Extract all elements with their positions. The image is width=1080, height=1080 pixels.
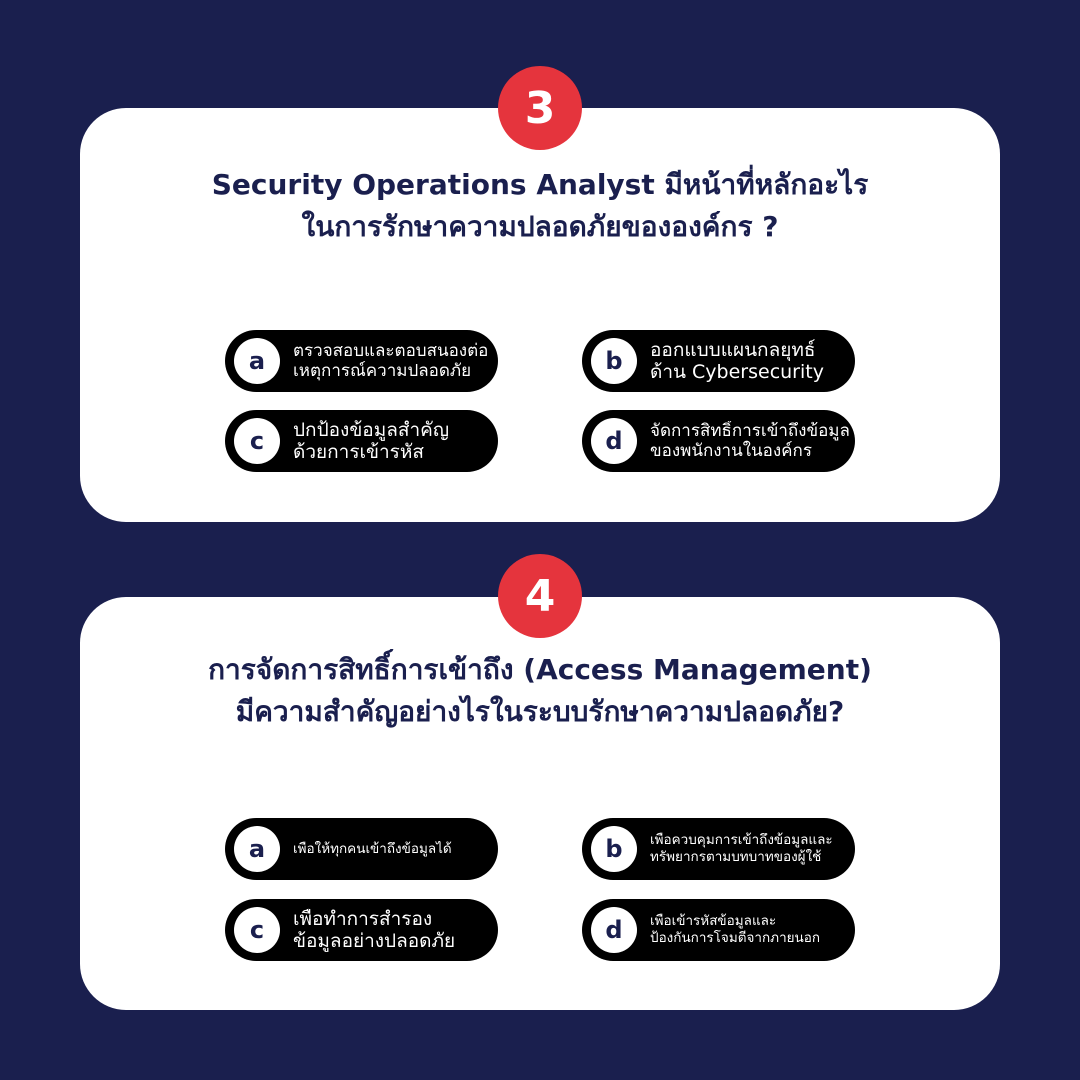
option-label [650, 339, 824, 383]
option-line: เพื่อควบคุมการเข้าถึงข้อมูลและ [650, 832, 833, 848]
option-label [293, 341, 488, 381]
question-line: Security Operations Analyst มีหน้าที่หลักอะไร [211, 168, 869, 201]
option-line: ทรัพยากรตามบทบาทของผู้ใช้ [650, 849, 822, 865]
question-number-badge: 3 [498, 66, 582, 150]
question-line: มีความสำคัญอย่างไรในระบบรักษาความปลอดภัย? [235, 695, 845, 728]
option-line: ปกป้องข้อมูลสำคัญ [293, 419, 450, 441]
question-text [80, 649, 1000, 733]
option-letter: d [591, 907, 637, 953]
option-line: ป้องกันการโจมตีจากภายนอก [650, 930, 821, 946]
question-line: ในการรักษาความปลอดภัยขององค์กร ? [301, 210, 779, 243]
option-letter: d [591, 418, 637, 464]
option-letter: b [591, 338, 637, 384]
option-line: ด้วยการเข้ารหัส [293, 441, 424, 463]
option-line: ตรวจสอบและตอบสนองต่อ [293, 341, 489, 361]
option-label [650, 913, 820, 947]
option-c[interactable] [225, 410, 498, 472]
question-card-4 [80, 597, 1000, 1010]
question-line: การจัดการสิทธิ์การเข้าถึง (Access Management) [208, 653, 872, 686]
option-letter: c [234, 907, 280, 953]
option-line: เพื่อเข้ารหัสข้อมูลและ [650, 913, 777, 929]
question-number-badge: 4 [498, 554, 582, 638]
option-letter: a [234, 338, 280, 384]
option-line: เพื่อทำการสำรอง [293, 908, 433, 930]
option-label [650, 832, 833, 866]
option-line: เพื่อให้ทุกคนเข้าถึงข้อมูลได้ [293, 840, 452, 857]
option-letter: a [234, 826, 280, 872]
question-card-3 [80, 108, 1000, 522]
option-a[interactable] [225, 330, 498, 392]
option-label [293, 908, 455, 952]
option-label [650, 421, 850, 461]
option-label [293, 419, 449, 463]
option-label [293, 841, 452, 858]
option-a[interactable] [225, 818, 498, 880]
option-c[interactable] [225, 899, 498, 961]
option-line: ของพนักงานในองค์กร [650, 441, 812, 461]
option-line: ข้อมูลอย่างปลอดภัย [293, 930, 456, 952]
option-line: ด้าน Cybersecurity [650, 361, 824, 383]
option-letter: c [234, 418, 280, 464]
question-text [80, 164, 1000, 248]
option-letter: b [591, 826, 637, 872]
option-line: เหตุการณ์ความปลอดภัย [293, 361, 472, 381]
option-b[interactable] [582, 818, 855, 880]
option-d[interactable] [582, 410, 855, 472]
option-line: ออกแบบแผนกลยุทธ์ [650, 339, 816, 361]
option-b[interactable] [582, 330, 855, 392]
option-line: จัดการสิทธิ์การเข้าถึงข้อมูล [650, 421, 850, 441]
option-d[interactable] [582, 899, 855, 961]
